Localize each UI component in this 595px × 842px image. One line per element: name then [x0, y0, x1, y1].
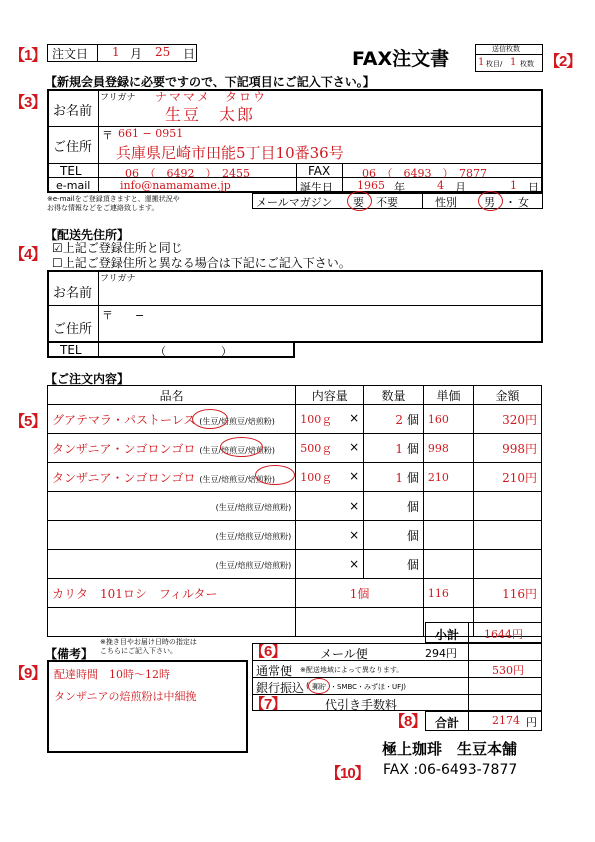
notes-line-2: タンザニアの焙煎粉は中細挽: [54, 690, 197, 703]
item-unit: 個: [406, 441, 419, 456]
shipping-section-title: 【配送先住所】: [45, 228, 130, 242]
item-unit: 個: [406, 528, 419, 543]
gender-label: 性別: [435, 196, 457, 209]
birth-month-label: 月: [455, 181, 466, 194]
item-options: (生豆/焙煎豆/焙煎粉): [199, 445, 275, 455]
tel-value[interactable]: 06 （ 6492 ） 2455: [125, 167, 250, 180]
times-sign: ×: [349, 528, 360, 542]
item-unit: 個: [406, 557, 419, 572]
gender-male-circle: [478, 191, 503, 211]
item-unit: 個: [406, 412, 419, 427]
magazine-label: メールマガジン: [256, 196, 333, 209]
item-total[interactable]: 320円: [474, 405, 542, 434]
birth-year-label: 年: [394, 181, 405, 194]
marker-1: 【1】: [10, 47, 46, 64]
birth-day[interactable]: 1: [510, 179, 517, 192]
times-sign: ×: [349, 469, 360, 483]
item-qty: 1個: [349, 586, 370, 601]
furigana-label: フリガナ: [100, 93, 136, 103]
item-total[interactable]: 116円: [474, 579, 542, 608]
sheet-no: 1: [478, 57, 485, 68]
item-amount: 100ｇ: [300, 471, 333, 484]
col-amount: 内容量: [296, 386, 364, 405]
normal-note: ※配送地域によって異なります。: [300, 666, 404, 674]
option-circle-row1: [192, 409, 228, 429]
col-qty: 数量: [364, 386, 424, 405]
member-section-title: 【新規会員登録に必要ですので、下記項目にご記入下さい。】: [45, 75, 375, 89]
birthday-label: 誕生日: [300, 181, 333, 194]
item-price: 160: [427, 413, 449, 426]
times-sign: ×: [349, 499, 360, 513]
item-unit: 個: [406, 470, 419, 485]
option-circle-row3: [255, 465, 295, 485]
order-date-label: 注文日: [52, 47, 89, 61]
order-section-title: 【ご注文内容】: [45, 372, 130, 386]
furigana-value[interactable]: ナママメ タロウ: [155, 90, 268, 104]
notes-title: 【備考】: [45, 647, 94, 661]
birth-month[interactable]: 4: [437, 179, 444, 192]
table-row[interactable]: [48, 492, 542, 521]
marker-7: 【7】: [250, 696, 286, 713]
marker-9: 【9】: [10, 665, 46, 682]
order-table: [47, 385, 542, 637]
marker-4: 【4】: [10, 246, 46, 263]
birth-year[interactable]: 1965: [357, 179, 385, 192]
shipping-address-label: ご住所: [53, 322, 93, 337]
marker-2: 【2】: [545, 53, 581, 70]
item-options: (生豆/焙煎豆/焙煎粉): [199, 416, 275, 426]
magazine-yes-circle: [347, 191, 372, 211]
sheet-total-unit: 枚数: [520, 60, 534, 68]
item-options: (生豆/焙煎豆/焙煎粉): [215, 503, 292, 512]
sheet-no-unit: 枚目/: [486, 60, 503, 68]
subtotal-label: 小計: [435, 628, 460, 642]
order-month-value: 1: [112, 45, 120, 59]
address-label: ご住所: [53, 140, 93, 155]
total-value[interactable]: 2174: [492, 714, 520, 727]
times-sign: ×: [349, 440, 360, 454]
item-name: グアテマラ・パストーレス: [52, 412, 196, 427]
shipping-name-label: お名前: [53, 286, 93, 301]
item-price: 998: [427, 442, 449, 455]
mail-label: メール便: [320, 647, 368, 661]
order-header-row: [48, 386, 542, 405]
normal-label: 通常便: [256, 664, 293, 678]
marker-3: 【3】: [10, 94, 46, 111]
cod-label: 代引き手数料: [325, 698, 398, 712]
bank-circle: [308, 678, 330, 694]
order-day-value: 25: [155, 45, 171, 59]
option-circle-row2: [220, 437, 263, 457]
email-value[interactable]: info@namamame.jp: [120, 179, 231, 192]
item-amount: 100ｇ: [300, 413, 333, 426]
table-row[interactable]: [48, 405, 542, 434]
item-unit: 個: [406, 499, 419, 514]
item-qty: 1: [395, 470, 404, 485]
fax-value[interactable]: 06 （ 6493 ） 7877: [362, 167, 487, 180]
shipping-tel-label: TEL: [60, 343, 82, 357]
col-total: 金額: [474, 386, 542, 405]
item-name: カリタ 101ロシ フィルター: [52, 586, 218, 601]
item-options: (生豆/焙煎豆/焙煎粉): [215, 561, 292, 570]
shipping-option-same[interactable]: ☑上記ご登録住所と同じ: [52, 241, 183, 255]
table-row[interactable]: [48, 550, 542, 579]
name-value[interactable]: 生豆 太郎: [165, 105, 256, 124]
sheets-label: 送信枚数: [492, 45, 520, 53]
gender-sep: ・: [505, 196, 516, 209]
name-label: お名前: [53, 104, 93, 119]
fax-label: FAX: [308, 164, 331, 178]
marker-5: 【5】: [10, 413, 46, 430]
total-unit: 円: [526, 716, 537, 729]
company-name: 極上珈琲 生豆本舗: [382, 740, 518, 758]
table-row[interactable]: [48, 521, 542, 550]
col-price: 単価: [423, 386, 473, 405]
item-price: 210: [427, 471, 449, 484]
normal-value[interactable]: 530円: [492, 664, 524, 677]
item-amount: 500ｇ: [300, 442, 333, 455]
item-name: タンザニア・ンゴロンゴロ: [52, 470, 196, 485]
table-row[interactable]: [48, 579, 542, 608]
magazine-yes[interactable]: 要: [353, 196, 364, 209]
address-value[interactable]: 兵庫県尼崎市田能5丁目10番36号: [116, 144, 344, 162]
postal-mark: 〒: [102, 129, 113, 142]
item-qty: 2: [395, 412, 404, 427]
item-options: (生豆/焙煎豆/焙煎粉): [215, 532, 292, 541]
shipping-option-diff[interactable]: ☐上記ご登録住所と異なる場合は下記にご記入下さい。: [52, 256, 351, 270]
marker-10: 【10】: [326, 765, 369, 782]
shipping-postal[interactable]: 〒 −: [102, 309, 145, 322]
bank-label: 銀行振込: [256, 681, 305, 695]
item-options: (生豆/焙煎豆/焙煎粉): [199, 474, 275, 484]
item-price: 116: [427, 587, 449, 600]
page-title: FAX注文書: [352, 48, 450, 70]
notes-line-1: 配達時間 10時〜12時: [54, 668, 170, 681]
mail-value[interactable]: 294円: [425, 647, 457, 660]
magazine-no[interactable]: 不要: [376, 196, 398, 209]
footer-fax: FAX :06-6493-7877: [383, 762, 518, 778]
birth-day-label: 日: [528, 181, 539, 194]
marker-8: 【8】: [390, 713, 426, 730]
marker-6: 【6】: [250, 643, 286, 660]
bank-circled[interactable]: 郵貯: [312, 683, 326, 691]
bank-paren: (: [306, 681, 310, 690]
table-row[interactable]: [48, 434, 542, 463]
postal-value[interactable]: 661 − 0951: [118, 127, 184, 140]
times-sign: ×: [349, 411, 360, 425]
item-qty: 1: [395, 441, 404, 456]
item-total[interactable]: 210円: [474, 463, 542, 492]
times-sign: ×: [349, 557, 360, 571]
sheet-total: 1: [510, 57, 517, 68]
order-day-label: 日: [183, 47, 196, 61]
shipping-tel-parens[interactable]: （ ）: [155, 345, 232, 358]
notes-instruction: ※挽き目やお届け日時の指定は こちらにご記入下さい。: [100, 638, 197, 655]
gender-male[interactable]: 男: [484, 196, 495, 209]
email-note: ※e-mailをご登録頂きますと、運搬状況や お得な情報などをご連絡致します。: [47, 195, 180, 212]
total-label: 合計: [435, 716, 460, 730]
bank-options: ・SMBC・みずほ・UFJ): [330, 683, 406, 691]
email-label: e-mail: [56, 179, 91, 192]
subtotal-value[interactable]: 1644円: [484, 628, 523, 641]
order-month-label: 月: [130, 47, 143, 61]
item-total[interactable]: 998円: [474, 434, 542, 463]
col-name: 品名: [48, 386, 296, 405]
tel-label: TEL: [60, 164, 82, 178]
shipping-furigana-label: フリガナ: [100, 274, 136, 284]
gender-female[interactable]: 女: [518, 196, 529, 209]
item-name: タンザニア・ンゴロンゴロ: [52, 441, 196, 456]
